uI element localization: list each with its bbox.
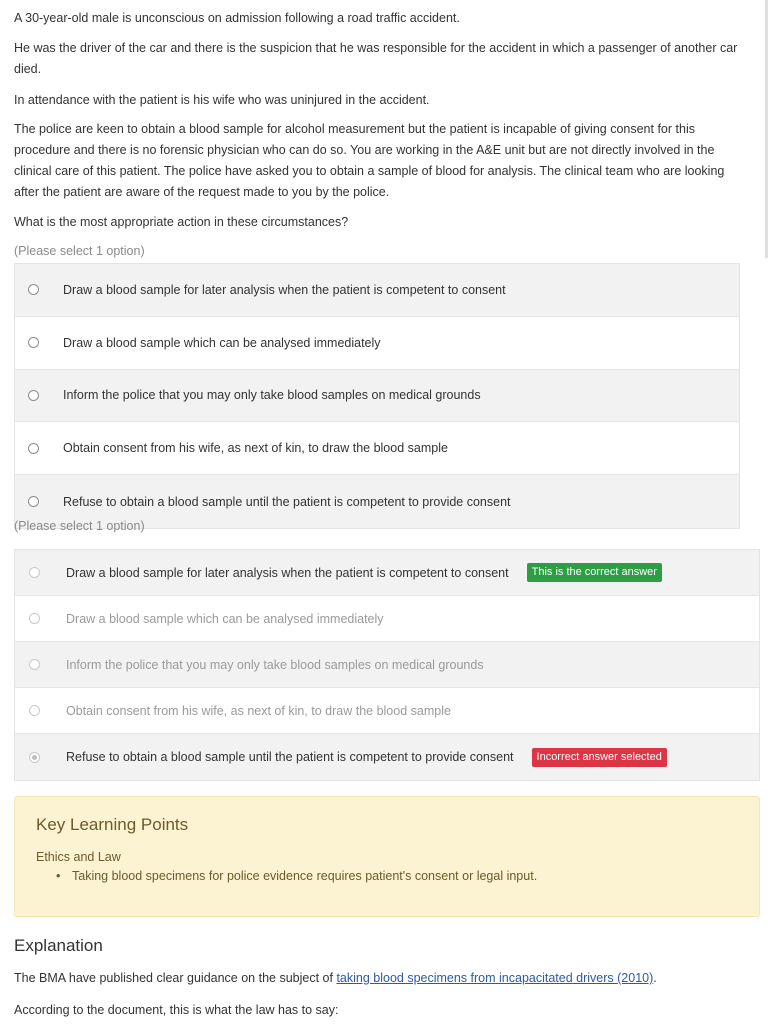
result-option [15, 734, 759, 780]
answer-option[interactable] [15, 422, 739, 475]
result-option [15, 596, 759, 642]
option-label: Draw a blood sample which can be analysed immediately [66, 611, 384, 626]
option-label: Obtain consent from his wife, as next of kin, to draw the blood sample [66, 703, 451, 718]
answer-option[interactable] [15, 370, 739, 423]
radio-button [29, 567, 40, 578]
answer-option[interactable] [15, 264, 739, 317]
radio-button[interactable] [28, 443, 39, 454]
key-learning-points [14, 796, 760, 917]
radio-button[interactable] [28, 496, 39, 507]
option-label: Draw a blood sample which can be analysed immediately [63, 335, 381, 350]
option-label: Draw a blood sample for later analysis when the patient is competent to consent [66, 565, 509, 580]
key-learning-title: Key Learning Points [36, 815, 189, 834]
stem-paragraph: The police are keen to obtain a blood sample for alcohol measurement but the patient is incapable of giving consent for this procedure and there is no forensic physician who can do so. You are working in the A&E unit but are not directly involved in the clinical care of this patient. The police have asked you to obtain a sample of blood for analysis. The clinical team who are looking after the patient are aware of the request made to you by the police. [14, 122, 725, 199]
result-option [15, 642, 759, 688]
answer-results [14, 549, 760, 781]
explanation-text: . [653, 971, 657, 985]
question-prompt: What is the most appropriate action in these circumstances? [14, 215, 349, 229]
select-hint: (Please select 1 option) [14, 244, 145, 258]
radio-button [29, 613, 40, 624]
key-learning-category: Ethics and Law [36, 850, 121, 864]
answer-option[interactable] [15, 317, 739, 370]
result-option [15, 688, 759, 734]
explanation-paragraph: According to the document, this is what the law has to say: [14, 1003, 339, 1017]
answer-options [14, 263, 740, 529]
incorrect-answer-badge: Incorrect answer selected [532, 748, 667, 767]
radio-button[interactable] [28, 284, 39, 295]
bma-guidance-link[interactable]: taking blood specimens from incapacitated drivers (2010) [336, 971, 654, 985]
key-learning-list [56, 869, 537, 883]
option-label: Inform the police that you may only take blood samples on medical grounds [66, 657, 484, 672]
correct-answer-badge: This is the correct answer [527, 563, 662, 582]
radio-button [29, 705, 40, 716]
explanation-title: Explanation [14, 936, 103, 955]
radio-button [29, 659, 40, 670]
option-label: Refuse to obtain a blood sample until the patient is competent to provide consent [66, 750, 514, 764]
stem-paragraph: In attendance with the patient is his wife who was uninjured in the accident. [14, 93, 430, 107]
option-label: Inform the police that you may only take blood samples on medical grounds [63, 388, 481, 403]
select-hint-text: (Please select 1 option) [14, 519, 145, 533]
explanation-paragraph [14, 971, 657, 985]
stem-paragraph: He was the driver of the car and there is the suspicion that he was responsible for the accident in which a passenger of another car died. [14, 41, 738, 76]
option-label: Obtain consent from his wife, as next of kin, to draw the blood sample [63, 441, 448, 456]
option-label: Refuse to obtain a blood sample until the patient is competent to provide consent [63, 494, 511, 509]
key-learning-item: • Taking blood specimens for police evidence requires patient's consent or legal input. [56, 869, 537, 883]
radio-button[interactable] [28, 337, 39, 348]
explanation-text: The BMA have published clear guidance on the subject of [14, 971, 337, 985]
radio-button[interactable] [28, 390, 39, 401]
result-option [15, 550, 759, 596]
option-label: Draw a blood sample for later analysis when the patient is competent to consent [63, 282, 506, 297]
radio-button-selected [29, 752, 40, 763]
stem-paragraph: A 30-year-old male is unconscious on admission following a road traffic accident. [14, 11, 460, 25]
select-hint-clipped [14, 519, 214, 545]
